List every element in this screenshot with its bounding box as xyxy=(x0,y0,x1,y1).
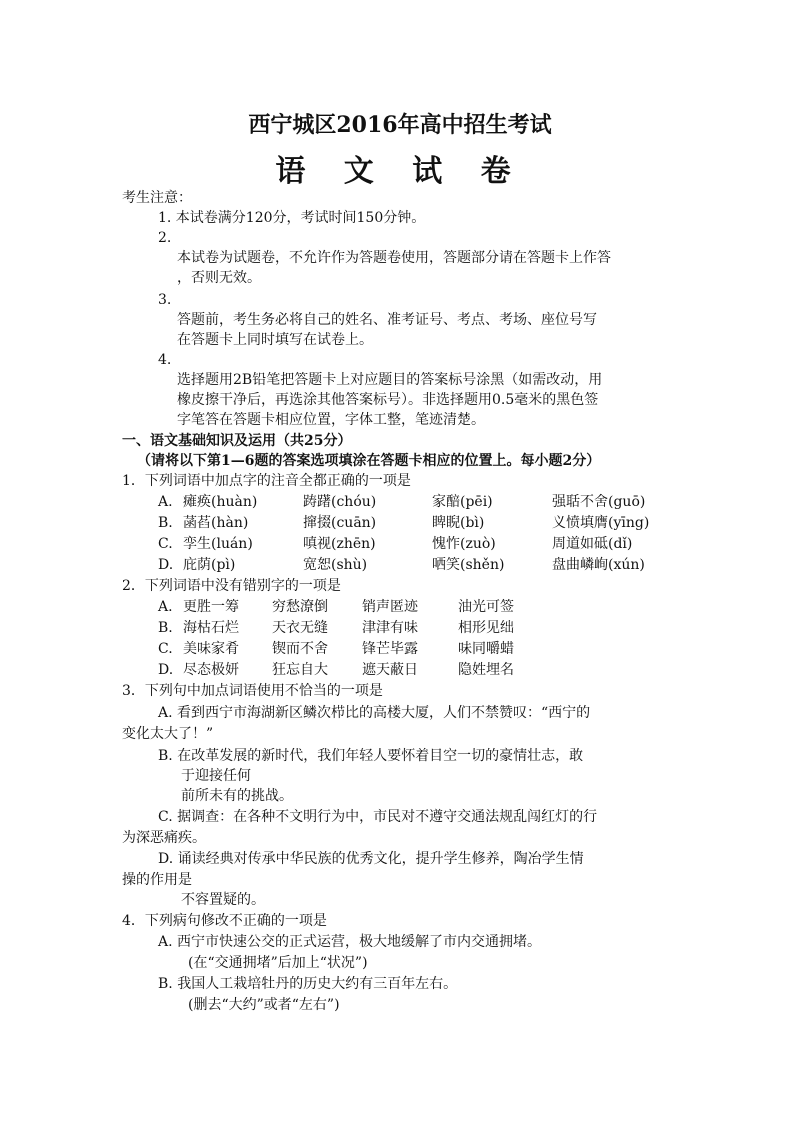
option-item: 更胜一筹 xyxy=(183,599,239,615)
notice-item-2-number: 2. xyxy=(158,230,172,246)
question-4-option-b-line-1: B. 我国人工栽培牡丹的历史大约有三百年左右。 xyxy=(158,976,458,992)
option-item: 撺掇(cuān) xyxy=(303,515,377,531)
notice-item-1: 1. 本试卷满分120分，考试时间150分钟。 xyxy=(158,210,426,226)
notice-item-3-line-2: 在答题卡上同时填写在试卷上。 xyxy=(177,332,373,348)
exam-subtitle: 语 文 试 卷 xyxy=(275,154,525,189)
question-2-stem: 2．下列词语中没有错别字的一项是 xyxy=(122,578,341,594)
option-item: 尽态极妍 xyxy=(183,662,239,678)
option-item: 宽恕(shù) xyxy=(303,557,368,573)
option-item: 周道如砥(dǐ) xyxy=(552,536,633,552)
notice-item-4-line-1: 选择题用2B铅笔把答题卡上对应题目的答案标号涂黑（如需改动，用 xyxy=(177,372,603,388)
option-item: 愧怍(zuò) xyxy=(432,536,496,552)
notice-heading: 考生注意： xyxy=(122,190,192,206)
notice-item-4-line-2: 橡皮擦干净后，再选涂其他答案标号）。非选择题用0.5毫米的黑色签 xyxy=(177,392,599,408)
option-label: A. xyxy=(158,494,173,510)
option-item: 天衣无缝 xyxy=(272,620,328,636)
option-item: 隐姓埋名 xyxy=(458,662,514,678)
question-3-option-c-line-1: C. 据调查：在各种不文明行为中，市民对不遵守交通法规乱闯红灯的行 xyxy=(158,809,598,825)
option-item: 义愤填膺(yīng) xyxy=(552,515,650,531)
option-item: 盘曲嶙峋(xún) xyxy=(552,557,645,573)
option-item: 嗔视(zhēn) xyxy=(303,536,376,552)
option-label: B. xyxy=(158,620,173,636)
option-label: C. xyxy=(158,641,173,657)
option-item: 狂忘自大 xyxy=(272,662,328,678)
question-3-option-b-line-3: 前所未有的挑战。 xyxy=(181,788,293,804)
option-label: C. xyxy=(158,536,173,552)
section-1-instruction: （请将以下第1—6题的答案选项填涂在答题卡相应的位置上。每小题2分） xyxy=(137,453,601,469)
option-item: 瘫痪(huàn) xyxy=(183,494,258,510)
option-item: 津津有味 xyxy=(362,620,418,636)
option-item: 遮天蔽日 xyxy=(362,662,418,678)
question-4-option-b-line-2: (删去“大约”或者“左右”) xyxy=(188,997,340,1013)
notice-item-3-number: 3. xyxy=(158,292,172,308)
option-label: B. xyxy=(158,515,173,531)
option-item: 海枯石烂 xyxy=(183,620,239,636)
notice-item-4-line-3: 字笔答在答题卡相应位置，字体工整，笔迹清楚。 xyxy=(177,412,485,428)
question-3-option-d-line-1: D. 诵读经典对传承中华民族的优秀文化，提升学生修养，陶冶学生情 xyxy=(158,851,584,867)
option-item: 踌躇(chóu) xyxy=(303,494,377,510)
notice-item-2-line-1: 本试卷为试题卷，不允许作为答题卷使用，答题部分请在答题卡上作答 xyxy=(177,250,611,266)
exam-title: 西宁城区2016年高中招生考试 xyxy=(248,112,552,138)
option-item: 穷愁潦倒 xyxy=(272,599,328,615)
option-item: 哂笑(shěn) xyxy=(432,557,505,573)
question-3-option-c-line-2: 为深恶痛疾。 xyxy=(122,830,206,846)
option-item: 相形见绌 xyxy=(458,620,514,636)
option-item: 油光可签 xyxy=(458,599,514,615)
notice-item-4-number: 4. xyxy=(158,352,172,368)
option-item: 强聒不舍(guō) xyxy=(552,494,646,510)
question-3-option-b-line-1: B. 在改革发展的新时代，我们年轻人要怀着目空一切的豪情壮志，敢 xyxy=(158,748,584,764)
question-3-option-d-line-2: 操的作用是 xyxy=(122,872,192,888)
section-1-heading: 一、语文基础知识及运用（共25分） xyxy=(122,433,352,449)
question-1-stem: 1．下列词语中加点字的注音全都正确的一项是 xyxy=(122,473,411,489)
question-3-option-a-line-2: 变化太大了！” xyxy=(122,726,214,742)
option-item: 庇荫(pì) xyxy=(183,557,236,573)
option-item: 菡萏(hàn) xyxy=(183,515,249,531)
option-label: D. xyxy=(158,557,174,573)
option-item: 家醅(pēi) xyxy=(432,494,493,510)
notice-item-3-line-1: 答题前，考生务必将自己的姓名、准考证号、考点、考场、座位号写 xyxy=(177,312,597,328)
question-4-option-a-line-2: (在“交通拥堵”后加上“状况”) xyxy=(188,955,368,971)
option-item: 锋芒毕露 xyxy=(362,641,418,657)
question-3-option-a-line-1: A. 看到西宁市海湖新区鳞次栉比的高楼大厦，人们不禁赞叹：“西宁的 xyxy=(158,705,591,721)
option-item: 味同嚼蜡 xyxy=(458,641,514,657)
option-item: 锲而不舍 xyxy=(272,641,328,657)
option-item: 孪生(luán) xyxy=(183,536,253,552)
question-3-stem: 3．下列句中加点词语使用不恰当的一项是 xyxy=(122,683,383,699)
question-4-stem: 4．下列病句修改不正确的一项是 xyxy=(122,913,327,929)
option-item: 美味家肴 xyxy=(183,641,239,657)
notice-item-2-line-2: ，否则无效。 xyxy=(177,270,261,286)
question-4-option-a-line-1: A. 西宁市快速公交的正式运营，极大地缓解了市内交通拥堵。 xyxy=(158,934,542,950)
option-item: 销声匿迹 xyxy=(362,599,418,615)
option-label: D. xyxy=(158,662,174,678)
option-label: A. xyxy=(158,599,173,615)
question-3-option-b-line-2: 于迎接任何 xyxy=(181,768,251,784)
question-3-option-d-line-3: 不容置疑的。 xyxy=(181,892,265,908)
option-item: 睥睨(bì) xyxy=(432,515,485,531)
